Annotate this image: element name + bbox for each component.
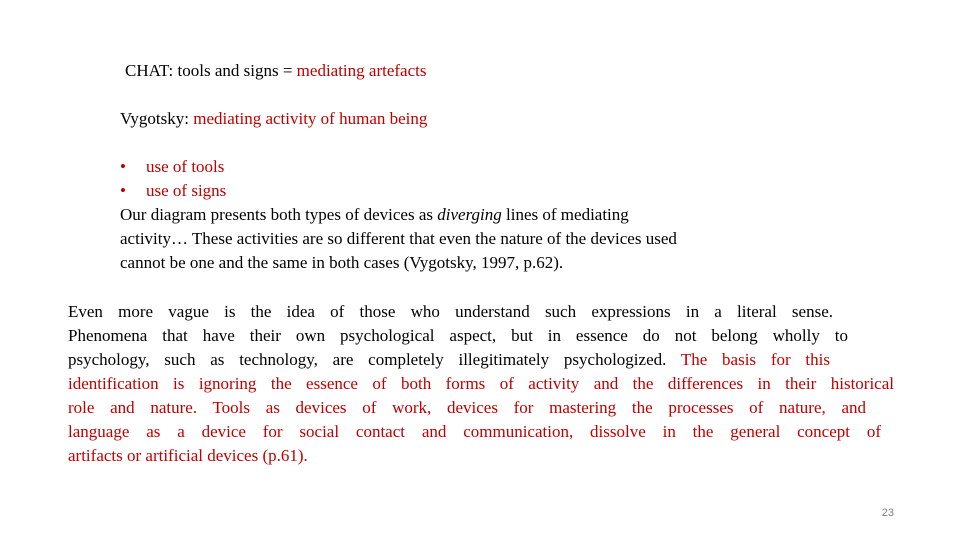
bullet-icon: • bbox=[120, 181, 126, 200]
quote-text: Our diagram presents both types of devices as bbox=[120, 205, 438, 224]
title-prefix: CHAT: tools and signs = bbox=[125, 61, 297, 80]
vygotsky-line bbox=[120, 107, 427, 131]
vygotsky-prefix: Vygotsky: bbox=[120, 109, 194, 128]
paragraph-line: Phenomena that have their own psychological aspect, but in essence do not belong wholly to bbox=[68, 326, 848, 345]
bullet-item bbox=[120, 155, 224, 179]
paragraph-line: Even more vague is the idea of those who understand such expressions in a literal sense. bbox=[68, 302, 833, 321]
bullet-text: use of tools bbox=[146, 157, 225, 176]
paragraph-text: psychology, such as technology, are completely illegitimately psychologized. bbox=[68, 350, 681, 369]
quote-line: cannot be one and the same in both cases (Vygotsky, 1997, p.62). bbox=[120, 253, 564, 272]
quote-line: activity… These activities are so different that even the nature of the devices used bbox=[120, 229, 677, 248]
paragraph-line: identification is ignoring the essence of both forms of activity and the differences in their historical bbox=[68, 374, 894, 393]
quote-emphasis: diverging bbox=[437, 205, 502, 224]
quote-text: lines of mediating bbox=[501, 205, 629, 224]
paragraph-line: role and nature. Tools as devices of work, devices for mastering the processes of nature, and bbox=[68, 398, 866, 417]
paragraph-line: artifacts or artificial devices (p.61). bbox=[68, 446, 308, 465]
bullet-item bbox=[120, 179, 226, 203]
paragraph-line bbox=[68, 348, 830, 372]
quote-line bbox=[120, 203, 629, 227]
bullet-text: use of signs bbox=[146, 181, 227, 200]
paragraph-highlight: The basis for this bbox=[680, 350, 830, 369]
bullet-icon: • bbox=[120, 157, 126, 176]
title-line bbox=[125, 59, 426, 83]
title-highlight: mediating artefacts bbox=[296, 61, 427, 80]
page-number: 23 bbox=[881, 507, 894, 519]
paragraph-line: language as a device for social contact and communication, dissolve in the general concept of bbox=[68, 422, 881, 441]
vygotsky-highlight: mediating activity of human being bbox=[193, 109, 428, 128]
